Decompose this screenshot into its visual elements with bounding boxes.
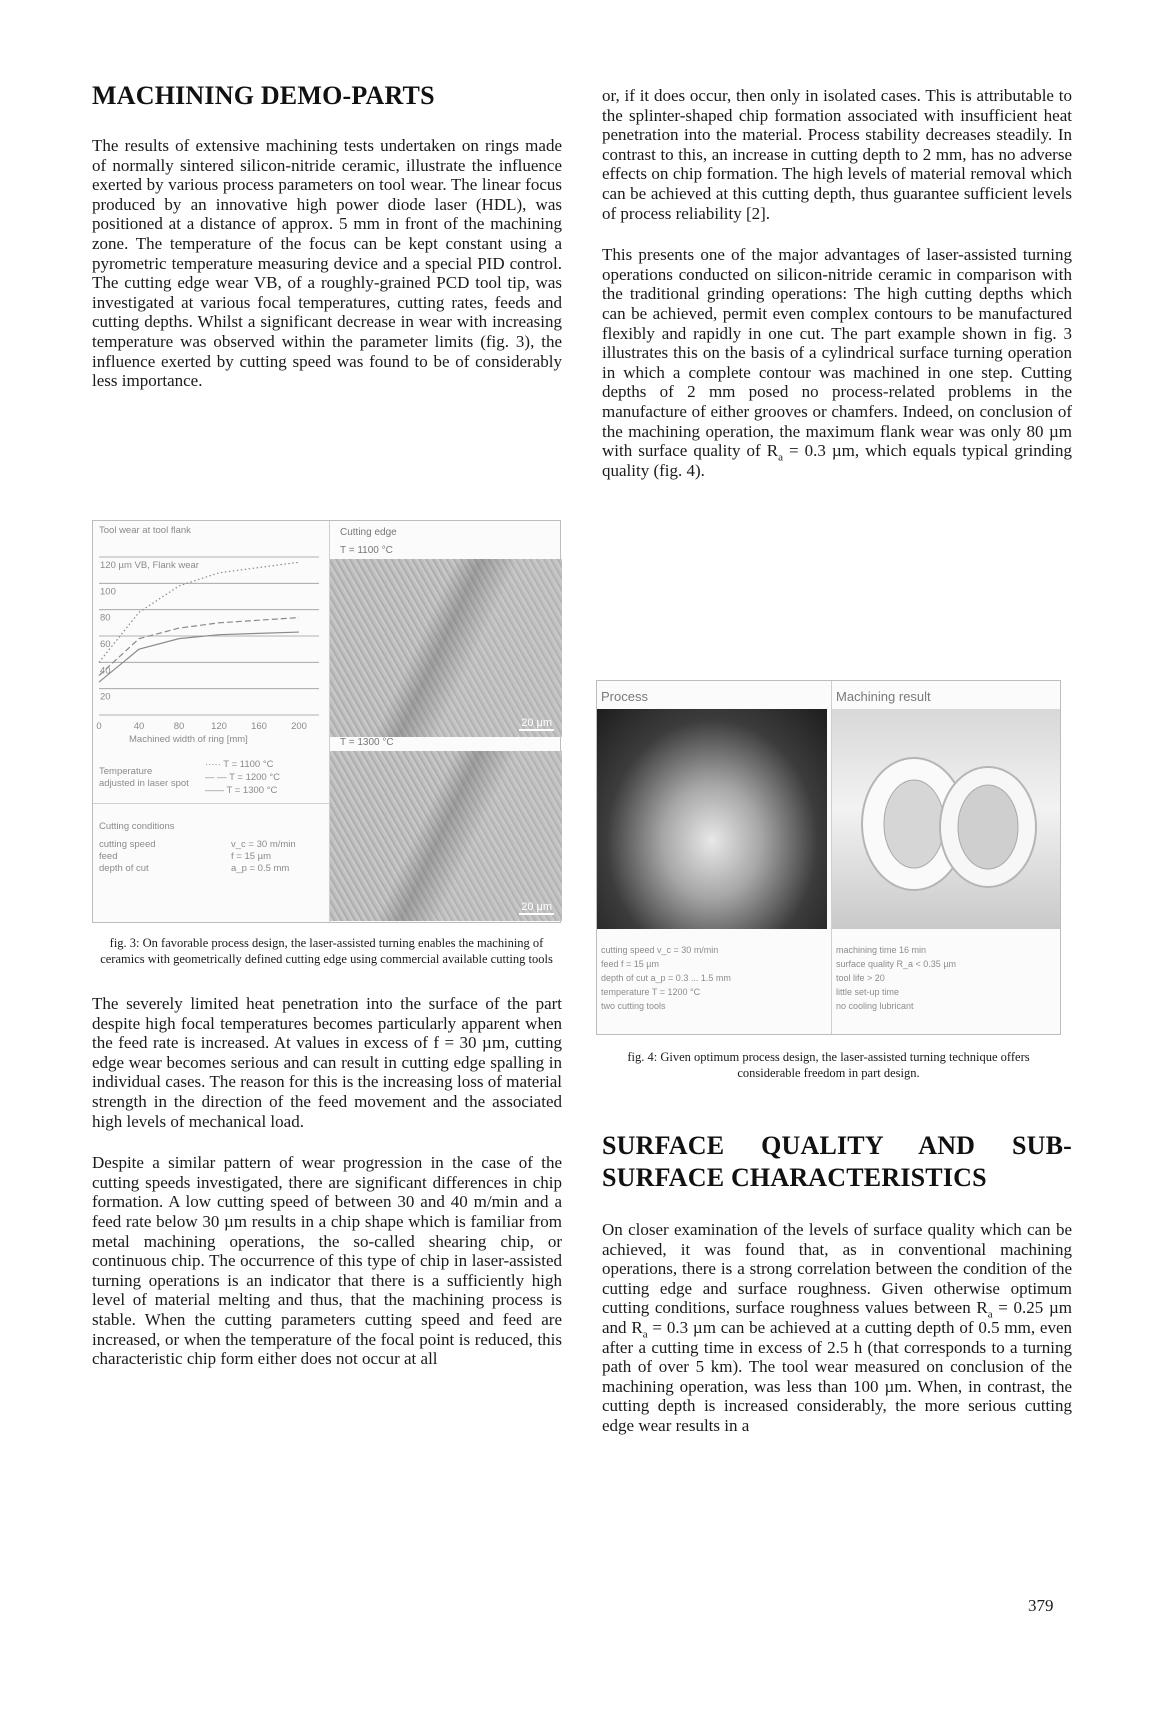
paragraph-major-advantages: This presents one of the major advantages of laser-assisted turning operations conducted on silicon-nitride ceramic in comparison with the traditional grinding operations: The high cutting depths which can be achieved, permit even complex contours to be manufactured flexibly and rapidly in one cut. The part example shown in fig. 3 illustrates this on the basis of a cylindrical surface turning operation in which a complete contour was machined in one step. Cutting depths of 2 mm posed no process-related problems in the manufacture of either grooves or chamfers. Indeed, on conclusion of the machining operation, the maximum flank wear was only 80 µm with surface quality of $R_a = 0.3$ µm, which equals typical grinding quality (fig. 4). (602, 245, 1073, 480)
result-photo (832, 709, 1060, 929)
condition-value-speed: v_c = 30 m/min (231, 839, 296, 850)
process-spec-list: cutting speed v_c = 30 m/min feed f = 15 µm depth of cut a_p = 0.3 ... 1.5 mm temperature T = 1200 °C two cutting tools (601, 945, 731, 1011)
cutting-edge-title: Cutting edge (340, 527, 397, 538)
section-heading-surface-quality: SURFACE QUALITY AND SUB-SURFACE CHARACTERISTICS (602, 1131, 1072, 1192)
edge-temp-bottom: T = 1300 °C (340, 737, 394, 748)
legend-item-1100: ····· T = 1100 °C (205, 759, 274, 770)
condition-label-speed: cutting speed (99, 839, 156, 850)
process-panel (597, 681, 829, 1034)
y-tick-label: 60 (100, 639, 111, 650)
series-line-3 (99, 632, 299, 682)
y-tick-label: 80 (100, 612, 111, 624)
process-photo (597, 709, 827, 929)
figure-4 (596, 680, 1061, 1035)
x-tick-label: 120 (211, 721, 227, 732)
paragraph-machining-tests: The results of extensive machining tests undertaken on rings made of normally sintered silicon-nitride ceramic, illustrate the influence exerted by various process parameters on tool wear. The linear focus produced by an innovative high power diode laser (HDL), was positioned at a distance of approx. 5 mm in front of the machining zone. The temperature of the focus can be kept constant using a pyrometric temperature measuring device and a special PID control. The cutting edge wear VB, of a roughly-grained PCD tool tip, was investigated at various focal temperatures, cutting rates, feeds and cutting depths. Whilst a significant decrease in wear with increasing temperature was observed within the parameter limits (fig. 3), the influence exerted by cutting speed was found to be of considerably less importance. (92, 136, 562, 391)
left-column (92, 80, 562, 391)
paragraph-heat-penetration: The severely limited heat penetration into the surface of the part despite high focal temperatures becomes particularly apparent when the feed rate is increased. At values in excess of f = 30 µm, cutting edge wear becomes serious and can result in cutting edge spalling in individual cases. The reason for this is the increasing loss of material strength in the direction of the feed movement and the associated high levels of mechanical load. (92, 994, 562, 1131)
y-tick-label: 20 (100, 691, 111, 703)
process-title: Process (601, 689, 648, 704)
paragraph-surface-quality: On closer examination of the levels of surface quality which can be achieved, it was found that, as in conventional machining operations, there is a strong correlation between the condition of the cutting edge and surface roughness. Given otherwise optimum cutting conditions, surface roughness values between $R_a = 0.25$ µm and $R_a = 0.3$ µm can be achieved at a cutting depth of 0.5 mm, even after a cutting time in excess of 2.5 h (that corresponds to a turning path of over 5 km). The tool wear measured on conclusion of the machining operation, was less than 100 µm. When, in contrast, the cutting depth is increased considerably, the more serious cutting edge wear results in a (602, 1220, 1072, 1435)
condition-value-depth: a_p = 0.5 mm (231, 863, 290, 874)
legend-item-1300: —— T = 1300 °C (205, 785, 278, 796)
right-column-lower (602, 1130, 1072, 1436)
chart-panel-title: Tool wear at tool flank (99, 525, 191, 536)
x-tick-label: 200 (291, 721, 307, 732)
x-tick-label: 0 (96, 721, 102, 732)
cutting-conditions-title: Cutting conditions (99, 821, 175, 832)
result-panel (831, 681, 1061, 1034)
y-tick-label: 100 (100, 586, 116, 598)
ceramic-rings-illustration (832, 709, 1060, 929)
condition-value-feed: f = 15 µm (231, 851, 272, 862)
series-line-2 (99, 618, 299, 676)
cutting-edge-images (329, 521, 561, 922)
paragraph-isolated-cases: or, if it does occur, then only in isolated cases. This is attributable to the splinter-shaped chip formation associated with insufficient heat penetration into the material. Process stability decreases steadily. In contrast to this, an increase in cutting depth to 2 mm, has no adverse effects on chip formation. The high levels of material removal which can be achieved at this cutting depth, thus guarantee sufficient levels of process reliability [2]. (602, 86, 1072, 223)
condition-label-depth: depth of cut (99, 863, 149, 874)
left-column-lower (92, 994, 562, 1369)
right-column (602, 86, 1072, 480)
paragraph-chip-formation: Despite a similar pattern of wear progression in the case of the cutting speeds investigated, there are significant differences in chip formation. A low cutting speed of between 30 and 40 m/min and a feed rate below 30 µm results in a chip shape which is familiar from metal machining operations, the so-called shearing chip, or continuous chip. The occurrence of this type of chip in laser-assisted turning operations is an indicator that there is a sufficiently high level of material melting and thus, that the machining process is stable. When the cutting parameters cutting speed and feed are increased, or when the temperature of the focal point is reduced, this characteristic chip form either does not occur at all (92, 1153, 562, 1369)
condition-label-feed: feed (99, 851, 118, 862)
figure-3-caption: fig. 3: On favorable process design, the laser-assisted turning enables the machining of ceramics with geometrically defined cutting edge using commercial available cutting tools (100, 936, 553, 966)
edge-temp-top: T = 1100 °C (340, 545, 393, 556)
tool-wear-chart (93, 543, 329, 732)
chart-x-axis-label: Machined width of ring [mm] (129, 734, 248, 745)
x-tick-label: 80 (173, 721, 185, 732)
tool-wear-chart-panel (93, 521, 329, 922)
figure-4-caption: fig. 4: Given optimum process design, the laser-assisted turning technique offers considerable freedom in part design. (627, 1050, 1030, 1080)
x-tick-label: 40 (133, 721, 145, 732)
legend-title-line1: Temperature (99, 766, 153, 777)
legend-item-1200: — — T = 1200 °C (205, 772, 281, 783)
section-heading-machining-demo-parts: MACHINING DEMO-PARTS (92, 81, 435, 110)
scale-bar-bottom: 20 µm (521, 901, 552, 913)
y-tick-label: 120 µm VB, Flank wear (100, 560, 199, 571)
x-tick-label: 160 (251, 721, 267, 732)
figure-3 (92, 520, 561, 923)
page-number: 379 (1028, 1596, 1054, 1615)
legend-title-line2: adjusted in laser spot (99, 778, 189, 789)
sem-image-1100 (330, 559, 562, 737)
y-tick-label: 40 (100, 665, 111, 677)
scale-bar-top: 20 µm (521, 717, 552, 729)
result-title: Machining result (836, 689, 931, 704)
result-spec-list: machining time 16 min surface quality R_a < 0.35 µm tool life > 20 little set-up time no cooling lubricant (836, 945, 956, 1011)
sem-image-1300 (330, 751, 562, 921)
